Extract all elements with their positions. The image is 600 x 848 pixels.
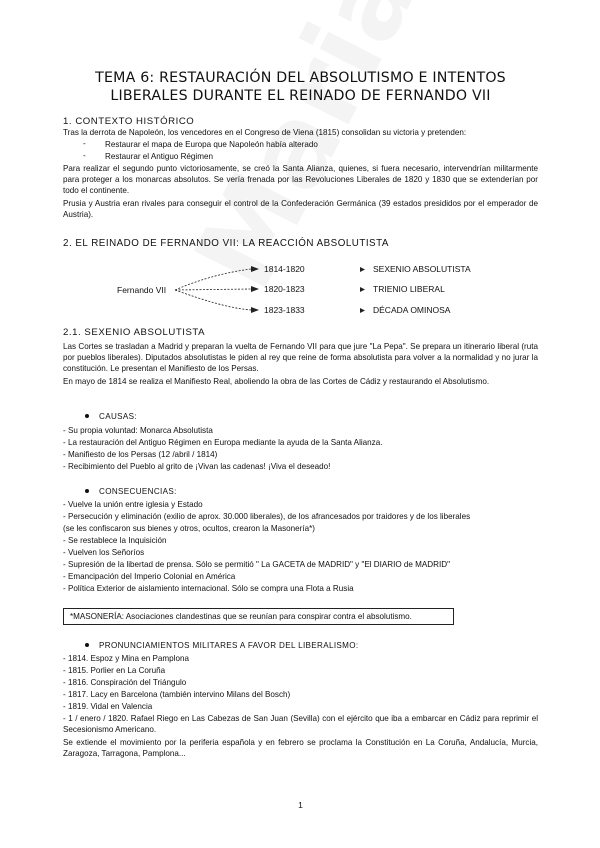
consecuencias-heading — [85, 487, 177, 496]
list-item: - 1817. Lacy en Barcelona (también intervino Milans del Bosch) — [63, 690, 291, 699]
arrow-head-icon — [251, 307, 259, 313]
list-item: - Persecución y eliminación (exilio de aprox. 30.000 liberales), de los afrancesados por traidores y de los liberales — [63, 512, 471, 521]
list-item: - 1814. Espoz y Mina en Pamplona — [63, 654, 189, 663]
branch-line-upper — [175, 269, 251, 290]
list-item: - Se restablece la Inquisición — [63, 536, 167, 545]
pointer-icon — [360, 287, 365, 292]
period-name: DÉCADA OMINOSA — [373, 305, 451, 315]
bullet-icon — [85, 414, 89, 418]
period-years: 1823-1833 — [264, 305, 305, 315]
causas-heading — [85, 412, 137, 421]
masoneria-note-box: *MASONERÍA: Asociaciones clandestinas que se reunían para conspirar contra el absolutismo. — [63, 608, 454, 625]
period-name: SEXENIO ABSOLUTISTA — [373, 264, 471, 274]
diagram-root-label: Fernando VII — [117, 285, 167, 295]
title-line-2: LIBERALES DURANTE EL REINADO DE FERNANDO VII — [110, 88, 491, 104]
bullet-icon — [85, 489, 89, 493]
list-item: - La restauración del Antiguo Régimen en Europa mediante la ayuda de la Santa Alianza. — [63, 438, 383, 447]
consecuencias-heading-label: CONSECUENCIAS: — [99, 487, 177, 496]
list-item: - 1816. Conspiración del Triángulo — [63, 678, 187, 687]
section-2-1-paragraph-2: En mayo de 1814 se realiza el Manifiesto Real, aboliendo la obra de las Cortes de Cádiz y restaurando el Absolutismo. — [63, 377, 490, 386]
list-item: - Vuelve la unión entre iglesia y Estado — [63, 500, 203, 509]
list-item: - 1819. Vidal en Valencia — [63, 702, 153, 711]
list-item: - Supresión de la libertad de prensa. Sólo se permitió " La GACETA de MADRID" y "El DIARIO de MADRID" — [63, 560, 450, 569]
list-item: - Vuelven los Señoríos — [63, 548, 145, 557]
section-1-intro: Tras la derrota de Napoleón, los vencedores en el Congreso de Viena (1815) consolidan su victoria y pretenden: — [63, 128, 467, 137]
pointer-icon — [360, 267, 365, 272]
arrow-head-icon — [251, 266, 259, 272]
arrow-head-icon — [251, 286, 259, 292]
section-1-heading: 1. CONTEXTO HISTÓRICO — [63, 116, 195, 127]
causas-heading-label: CAUSAS: — [99, 412, 137, 421]
title-line-1: TEMA 6: RESTAURACIÓN DEL ABSOLUTISMO E INTENTOS — [95, 70, 506, 86]
list-item: - Recibimiento del Pueblo al grito de ¡Vivan las cadenas! ¡Viva el deseado! — [63, 462, 331, 471]
pronunciamientos-heading — [85, 641, 359, 650]
final-paragraph: Se extiende el movimiento por la periferia española y en febrero se proclama la Constitución en La Coruña, Andalucía, Murcia, Zaragoza, Tarragona, Pamplona... — [63, 738, 538, 759]
period-years: 1820-1823 — [264, 284, 305, 294]
list-dash: - — [83, 139, 86, 148]
bullet-icon — [85, 643, 89, 647]
riego-paragraph: - 1 / enero / 1820. Rafael Riego en Las Cabezas de San Juan (Sevilla) con el ejército que iba a embarcar en Cádiz para reprimir el Secesionismo Americano. — [63, 714, 538, 735]
section-2-heading: 2. EL REINADO DE FERNANDO VII: LA REACCIÓN ABSOLUTISTA — [63, 238, 389, 249]
period-name: TRIENIO LIBERAL — [373, 284, 445, 294]
page-number: 1 — [298, 800, 303, 810]
list-item: - Política Exterior de aislamiento internacional. Sólo se compra una Flota a Rusia — [63, 584, 354, 593]
branch-line-middle — [175, 289, 251, 290]
list-item: (se les confiscaron sus bienes y otros, ocultos, crearon la Masonería*) — [63, 524, 315, 533]
list-dash: - — [83, 151, 86, 160]
period-years: 1814-1820 — [264, 264, 305, 274]
list-item: Restaurar el mapa de Europa que Napoleón había alterado — [105, 140, 318, 149]
document-title — [63, 69, 538, 105]
section-1-paragraph-1: Para realizar el segundo punto victoriosamente, se creó la Santa Alianza, quienes, si fuera necesario, intervendrían militarmente para proteger a los monarcas absolutos. Se vería frenada por las Revoluciones Liberales de 1820 y 1830 que se extenderían por todo el continente. — [63, 164, 538, 196]
pointer-icon — [360, 308, 365, 313]
section-1-paragraph-2: Prusia y Austria eran rivales para conseguir el control de la Confederación Germánica (39 estados presididos por el emperador de Austria). — [63, 199, 538, 220]
list-item: - 1815. Porlier en La Coruña — [63, 666, 166, 675]
branch-line-lower — [175, 290, 251, 310]
section-2-1-paragraph-1: Las Cortes se trasladan a Madrid y preparan la vuelta de Fernando VII para que jure "La Pepa". Se prepara un itinerario liberal (ruta por pueblos liberales). Diputados absolutistas le piden al rey que reine de forma absolutista para volver a la normalidad y no jurar la constitución. Le presentan el Manifiesto de los Persas. — [63, 342, 538, 374]
list-item: - Emancipación del Imperio Colonial en América — [63, 572, 236, 581]
pronunciamientos-heading-label: PRONUNCIAMIENTOS MILITARES A FAVOR DEL LIBERALISMO: — [99, 641, 359, 650]
list-item: - Su propia voluntad: Monarca Absolutista — [63, 426, 213, 435]
section-2-1-heading: 2.1. SEXENIO ABSOLUTISTA — [63, 327, 206, 338]
list-item: Restaurar el Antiguo Régimen — [105, 152, 213, 161]
list-item: - Manifiesto de los Persas (12 /abril / 1814) — [63, 450, 218, 459]
reign-periods-diagram — [63, 256, 538, 320]
